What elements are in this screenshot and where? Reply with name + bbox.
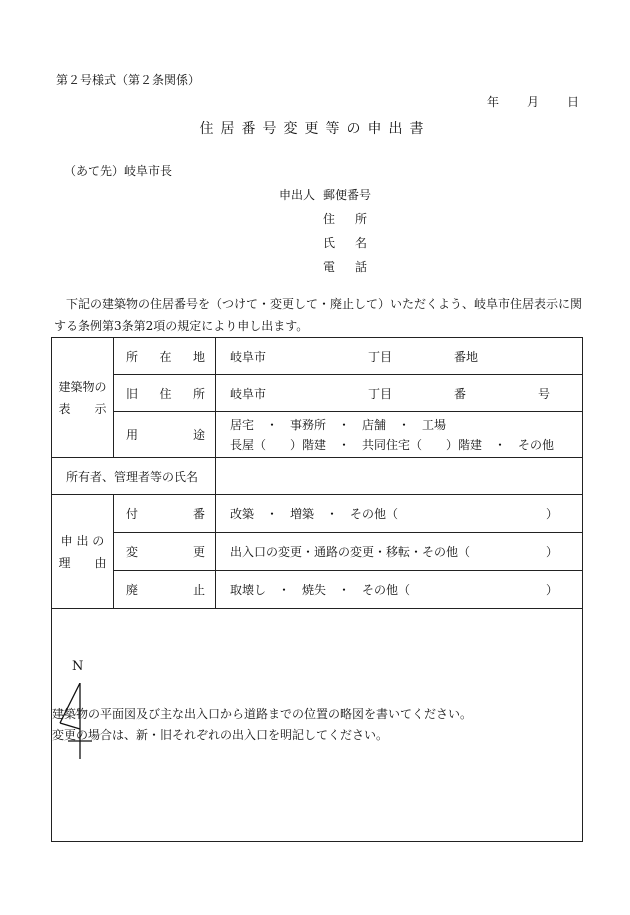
date-line bbox=[487, 93, 579, 110]
abolish-label: 廃 止 bbox=[114, 571, 216, 609]
usage-options[interactable]: 居宅 ・ 事務所 ・ 店舗 ・ 工場 長屋（ ）階建 ・ 共同住宅（ ）階建 ・ その他 bbox=[216, 412, 583, 458]
usage-label: 用 途 bbox=[114, 412, 216, 458]
date-year: 年 bbox=[487, 95, 500, 109]
sketch-row bbox=[52, 609, 583, 842]
location-field[interactable]: 岐阜市 丁目 番地 bbox=[216, 338, 583, 375]
assign-row bbox=[52, 495, 583, 533]
addressee: （あて先）岐阜市長 bbox=[64, 164, 173, 178]
owner-row bbox=[52, 458, 583, 495]
north-label: N bbox=[72, 659, 84, 674]
old-address-label: 旧 住 所 bbox=[114, 375, 216, 412]
intro-statement: 下記の建築物の住居番号を（つけて・変更して・廃止して）いただくよう、岐阜市住居表示に関する条例第3条第2項の規定により申し出ます。 bbox=[54, 297, 583, 333]
old-address-field[interactable]: 岐阜市 丁目 番 号 bbox=[216, 375, 583, 412]
applicant-label: 申出人 bbox=[279, 187, 316, 202]
reason-group-label: 申 出 の 理 由 bbox=[52, 495, 114, 609]
assign-label: 付 番 bbox=[114, 495, 216, 533]
abolish-row bbox=[52, 571, 583, 609]
sketch-instruction-1: 建築物の平面図及び主な出入口から道路までの位置の略図を書いてください。 bbox=[52, 707, 473, 721]
building-display-group-label: 建築物の 表 示 bbox=[52, 338, 114, 458]
change-row bbox=[52, 533, 583, 571]
change-label: 変 更 bbox=[114, 533, 216, 571]
applicant-block bbox=[279, 182, 393, 278]
owner-label: 所有者、管理者等の氏名 bbox=[52, 458, 216, 495]
document-title: 住居番号変更等の申出書 bbox=[199, 121, 431, 137]
old-address-row bbox=[52, 375, 583, 412]
owner-field[interactable] bbox=[216, 458, 583, 495]
sketch-instruction-2: 変更の場合は、新・旧それぞれの出入口を明記してください。 bbox=[52, 728, 389, 742]
assign-options[interactable]: 改築 ・ 増築 ・ その他（ ） bbox=[216, 495, 583, 533]
application-table bbox=[51, 337, 583, 842]
postal-code-label: 郵便番号 bbox=[323, 187, 372, 202]
address-label: 住 所 bbox=[323, 211, 367, 226]
sketch-area[interactable] bbox=[52, 609, 583, 842]
date-month: 月 bbox=[526, 95, 539, 109]
name-label: 氏 名 bbox=[323, 235, 367, 250]
usage-row bbox=[52, 412, 583, 458]
date-day: 日 bbox=[566, 95, 579, 109]
north-arrow-icon bbox=[58, 683, 98, 763]
form-number-label: 第２号様式（第２条関係） bbox=[56, 73, 201, 87]
phone-label: 電 話 bbox=[323, 259, 367, 274]
location-label: 所 在 地 bbox=[114, 338, 216, 375]
change-options[interactable]: 出入口の変更・通路の変更・移転・その他（ ） bbox=[216, 533, 583, 571]
abolish-options[interactable]: 取壊し ・ 焼失 ・ その他（ ） bbox=[216, 571, 583, 609]
location-row bbox=[52, 338, 583, 375]
